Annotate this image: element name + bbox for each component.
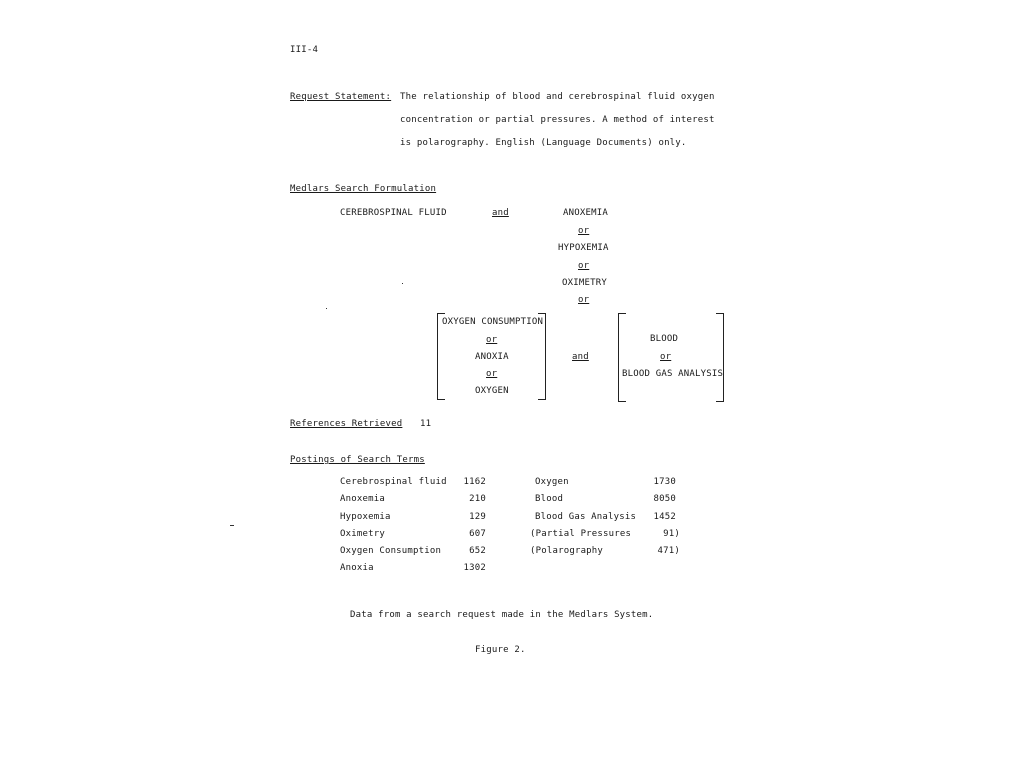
posting-term: (Partial Pressures <box>530 529 632 539</box>
posting-term: Oximetry <box>340 529 385 539</box>
connector-and-1: and <box>492 208 509 218</box>
connector-or-1: or <box>578 226 590 236</box>
term-cerebrospinal-fluid: CEREBROSPINAL FLUID <box>340 208 447 218</box>
request-line-2: concentration or partial pressures. A method of interest <box>400 115 715 125</box>
connector-or-2: or <box>578 261 590 271</box>
posting-count: 210 <box>469 494 486 504</box>
posting-term: Blood Gas Analysis <box>535 512 637 522</box>
scan-speck <box>402 283 403 284</box>
posting-term: Anoxemia <box>340 494 385 504</box>
posting-term: (Polarography <box>530 546 604 556</box>
references-label: References Retrieved <box>290 419 403 429</box>
figure-caption: Data from a search request made in the Medlars System. <box>350 610 654 620</box>
term-hypoxemia: HYPOXEMIA <box>558 243 609 253</box>
term-anoxia: ANOXIA <box>475 352 509 362</box>
term-oximetry: OXIMETRY <box>562 278 607 288</box>
right-group-bracket-open <box>618 313 626 402</box>
figure-label: Figure 2. <box>475 645 526 655</box>
posting-term: Oxygen Consumption <box>340 546 442 556</box>
posting-count: 1302 <box>463 563 486 573</box>
term-oxygen-consumption: OXYGEN CONSUMPTION <box>442 317 544 327</box>
scan-speck <box>326 308 327 309</box>
connector-and-2: and <box>572 352 589 362</box>
right-group-bracket-close <box>716 313 724 402</box>
term-blood-gas-analysis: BLOOD GAS ANALYSIS <box>622 369 724 379</box>
posting-count: 129 <box>469 512 486 522</box>
connector-or-5: or <box>486 369 498 379</box>
request-line-1: The relationship of blood and cerebrospinal fluid oxygen <box>400 92 715 102</box>
request-statement-label: Request Statement: <box>290 92 392 102</box>
page-number: III-4 <box>290 45 319 55</box>
term-oxygen: OXYGEN <box>475 386 509 396</box>
posting-term: Hypoxemia <box>340 512 391 522</box>
posting-term: Blood <box>535 494 564 504</box>
term-anoxemia: ANOXEMIA <box>563 208 608 218</box>
posting-count: 91) <box>663 529 680 539</box>
scan-speck <box>230 525 234 526</box>
posting-count: 1730 <box>653 477 676 487</box>
connector-or-3: or <box>578 295 590 305</box>
formulation-heading: Medlars Search Formulation <box>290 184 437 194</box>
posting-count: 1452 <box>653 512 676 522</box>
posting-count: 8050 <box>653 494 676 504</box>
connector-or-4: or <box>486 335 498 345</box>
connector-or-6: or <box>660 352 672 362</box>
references-value: 11 <box>420 419 432 429</box>
request-line-3: is polarography. English (Language Documents) only. <box>400 138 687 148</box>
posting-count: 607 <box>469 529 486 539</box>
posting-count: 1162 <box>463 477 486 487</box>
posting-term: Anoxia <box>340 563 374 573</box>
posting-term: Cerebrospinal fluid <box>340 477 447 487</box>
posting-count: 471) <box>657 546 680 556</box>
posting-term: Oxygen <box>535 477 569 487</box>
posting-count: 652 <box>469 546 486 556</box>
postings-heading: Postings of Search Terms <box>290 455 425 465</box>
term-blood: BLOOD <box>650 334 679 344</box>
